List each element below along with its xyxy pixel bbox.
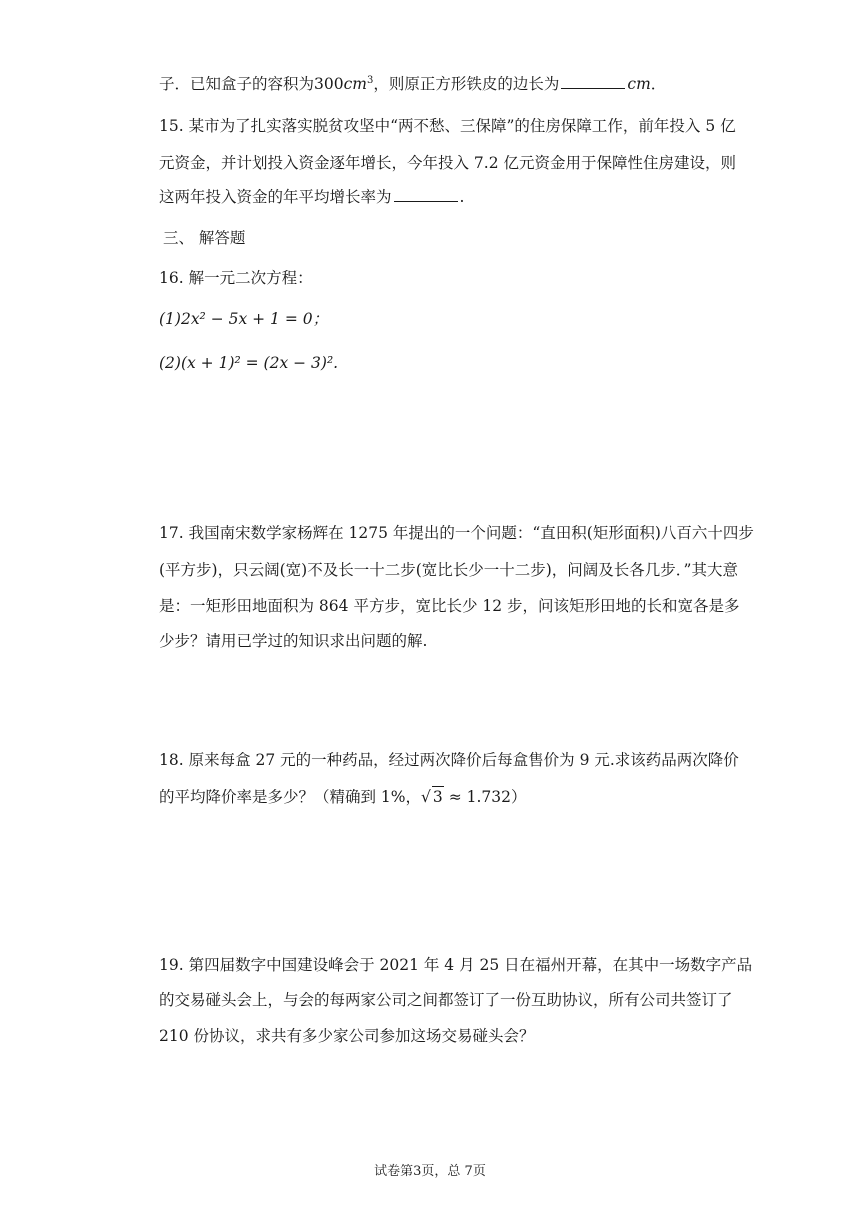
q17-line4: 少步？请用已学过的知识求出问题的解. xyxy=(159,632,428,650)
q14-end: ． xyxy=(650,75,667,93)
sqrt-argument: 3 xyxy=(432,788,443,806)
q15-line1: 15. 某市为了扎实落实脱贫攻坚中“两不愁、三保障”的住房保障工作，前年投入 5 亿 xyxy=(159,117,736,135)
q18-line2 xyxy=(159,786,527,807)
section-title: 三、 解答题 xyxy=(163,229,246,247)
q16-part1: (1)2x² − 5x + 1 = 0； xyxy=(159,310,329,328)
q14-tail-line xyxy=(159,74,666,94)
q15-line3 xyxy=(159,187,464,207)
q18-line2-suffix: ≈ 1.732） xyxy=(443,788,527,806)
q19-line2: 的交易碰头会上，与会的每两家公司之间都签订了一份互助协议，所有公司共签订了 xyxy=(159,991,733,1009)
sqrt-symbol: √ xyxy=(421,788,431,806)
q19-line3: 210 份协议，求共有多少家公司参加这场交易碰头会？ xyxy=(159,1027,535,1045)
q14-answer-blank[interactable] xyxy=(561,74,625,89)
q19-line1: 19. 第四届数字中国建设峰会于 2021 年 4 月 25 日在福州开幕，在其中一场数字产品 xyxy=(159,956,753,974)
q14-unit: cm xyxy=(343,75,367,93)
q18-line1: 18. 原来每盒 27 元的一种药品，经过两次降价后每盒售价为 9 元.求该药品两次降价 xyxy=(159,751,739,769)
q15-answer-blank[interactable] xyxy=(394,187,458,202)
q16-part2: (2)(x + 1)² = (2x − 3)². xyxy=(159,354,339,372)
q14-prefix: 子．已知盒子的容积为 xyxy=(159,75,315,93)
q14-unit-exponent: 3 xyxy=(367,74,374,86)
q15-line2: 元资金，并计划投入资金逐年增长，今年投入 7.2 亿元资金用于保障性住房建设，则 xyxy=(159,154,737,172)
q16-title: 16. 解一元二次方程： xyxy=(159,269,313,287)
q14-suffix-unit: cm xyxy=(627,75,651,93)
q17-line1: 17. 我国南宋数学家杨辉在 1275 年提出的一个问题：“直田积(矩形面积)八百六十四步 xyxy=(159,524,754,542)
page-footer: 试卷第3页，总 7页 xyxy=(374,1164,486,1179)
q15-line3-text: 这两年投入资金的年平均增长率为 xyxy=(159,188,392,206)
q18-line2-prefix: 的平均降价率是多少？（精确到 1%， xyxy=(159,788,422,806)
q14-middle: ，则原正方形铁皮的边长为 xyxy=(373,75,560,93)
q14-volume: 300 xyxy=(314,75,344,93)
q17-line3: 是：一矩形田地面积为 864 平方步，宽比长少 12 步，问该矩形田地的长和宽各是多 xyxy=(159,597,740,615)
q17-line2: (平方步)，只云阔(宽)不及长一十二步(宽比长少一十二步)，问阔及长各几步．”其大意 xyxy=(159,561,738,579)
q15-line3-end: . xyxy=(459,188,465,206)
